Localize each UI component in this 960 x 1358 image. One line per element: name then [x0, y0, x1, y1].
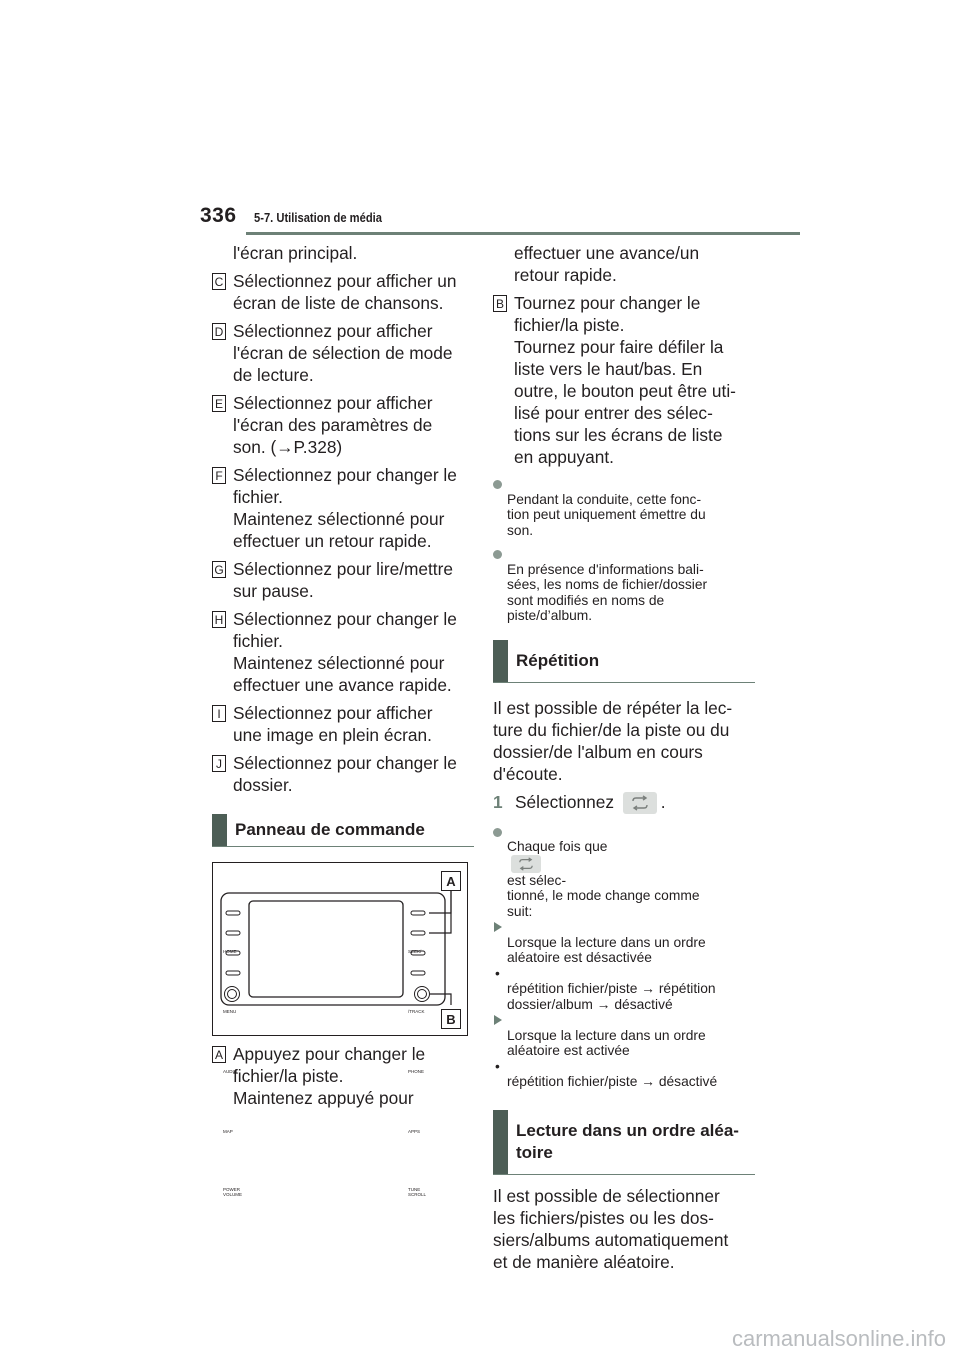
small-dot: • — [495, 965, 500, 981]
apps-label: APPS — [408, 1129, 421, 1134]
repeat-icon-inline — [511, 855, 541, 873]
step-period: . — [660, 791, 666, 812]
random-heading — [493, 1110, 755, 1175]
random-heading-text: Lecture dans un ordre aléa- toire — [516, 1120, 739, 1162]
label-i-box: I — [212, 705, 226, 722]
shuffle-off-cycle-text: répétition fichier/piste → répétition dossier/album → désactivé — [507, 981, 716, 1012]
bullet-dot — [493, 550, 502, 559]
random-paragraph: Il est possible de sélectionner les fichiers/pistes ou les dos- siers/albums automatiquement et de manière aléatoire. — [493, 1185, 729, 1272]
shuffle-on-cycle-text: répétition fichier/piste → désactivé — [507, 1074, 718, 1090]
label-g-box: G — [212, 561, 226, 578]
item-h-text: Sélectionnez pour changer le fichier. Maintenez sélectionné pour effectuer une avance rapide. — [233, 609, 457, 695]
item-j-text: Sélectionnez pour changer le dossier. — [233, 753, 457, 795]
note-tags-text: En présence d'informations bali- sées, les noms de fichier/dossier sont modifiés en noms de piste/d’album. — [507, 561, 708, 623]
shuffle-off-cycle — [493, 966, 755, 1013]
panel-heading-text: Panneau de commande — [235, 820, 425, 839]
item-c-text: Sélectionnez pour afficher un écran de liste de chansons. — [233, 271, 457, 313]
small-dot: • — [495, 1058, 500, 1074]
repeat-icon — [628, 795, 652, 811]
list-item-f — [212, 464, 474, 552]
panel-heading — [212, 814, 474, 847]
right-column — [493, 242, 755, 1273]
item-e-text: Sélectionnez pour afficher l'écran des paramètres de son. (→P.328) — [233, 393, 433, 457]
list-item-b — [493, 292, 755, 468]
seek-label: SEEK/ — [408, 949, 422, 954]
step-1 — [493, 791, 755, 814]
continuation-text: effectuer une avance/un retour rapide. — [514, 243, 700, 285]
shuffle-on-label: Lorsque la lecture dans un ordre aléatoire est activée — [507, 1027, 706, 1059]
repeat-paragraph: Il est possible de répéter la lec- ture du fichier/de la piste ou du dossier/de l'album en cours d'écoute. — [493, 697, 733, 784]
repeat-button[interactable] — [623, 792, 657, 814]
label-a-box: A — [212, 1046, 226, 1063]
shuffle-off-label: Lorsque la lecture dans un ordre aléatoire est désactivée — [507, 934, 706, 966]
item-d-text: Sélectionnez pour afficher l'écran de sélection de mode de lecture. — [233, 321, 453, 385]
left-column — [212, 242, 474, 847]
heading-bar — [493, 640, 508, 682]
head-unit-illustration — [213, 863, 467, 1035]
list-item-h — [212, 608, 474, 696]
arrow-marker — [494, 922, 502, 932]
step-text: Sélectionnez — [515, 791, 614, 812]
item-b-text: Tournez pour changer le fichier/la piste. Tournez pour faire défiler la liste vers le haut/bas. En outre, le bouton peut être uti- lisé pour entrer des sélec- tions sur les écrans de liste en appuyant. — [514, 293, 736, 467]
repeat-heading — [493, 640, 755, 683]
repeat-note-before: Chaque fois que — [507, 839, 608, 855]
menu-label: MENU — [223, 1009, 237, 1014]
page-header — [200, 200, 800, 236]
item-a-block — [212, 1043, 474, 1115]
list-item-j — [212, 752, 474, 796]
label-e-box: E — [212, 395, 226, 412]
page-number: 336 — [200, 204, 237, 227]
phone-label: PHONE — [408, 1069, 425, 1074]
heading-bar — [212, 814, 227, 846]
item-a-text: Appuyez pour changer le fichier/la piste. Maintenez appuyé pour — [233, 1044, 426, 1108]
heading-bar — [493, 1110, 508, 1174]
map-label: MAP — [223, 1129, 233, 1134]
list-item-e — [212, 392, 474, 458]
bullet-dot — [493, 480, 502, 489]
label-f-box: F — [212, 467, 226, 484]
item-i-text: Sélectionnez pour afficher une image en plein écran. — [233, 703, 433, 745]
repeat-heading-text: Répétition — [516, 650, 600, 670]
list-item-d — [212, 320, 474, 386]
shuffle-off-case — [493, 919, 755, 966]
list-item-a — [212, 1043, 474, 1109]
label-c-box: C — [212, 273, 226, 290]
list-item-c — [212, 270, 474, 314]
repeat-icon — [515, 857, 537, 871]
list-item-g — [212, 558, 474, 602]
label-d-box: D — [212, 323, 226, 340]
shuffle-on-cycle — [493, 1059, 755, 1090]
note-tags — [493, 546, 755, 624]
item-g-text: Sélectionnez pour lire/mettre sur pause. — [233, 559, 453, 601]
header-rule — [246, 232, 800, 235]
section-title: 5-7. Utilisation de média — [254, 210, 382, 225]
home-label: HOME — [223, 949, 237, 954]
footer-watermark: carmanualsonline.info — [731, 1326, 946, 1351]
shuffle-on-case — [493, 1012, 755, 1059]
repeat-note — [493, 824, 755, 920]
audio-label: AUDIO — [223, 1069, 238, 1074]
label-b-box: B — [493, 295, 507, 312]
intro-text: l'écran principal. — [233, 243, 358, 263]
label-j-box: J — [212, 755, 226, 772]
bullet-dot — [493, 828, 502, 837]
repeat-note-after: est sélec- tionné, le mode change comme suit: — [507, 872, 700, 919]
callout-a: A — [441, 871, 461, 891]
tune-scroll-label: TUNE SCROLL — [408, 1187, 427, 1197]
power-volume-label: POWER VOLUME — [223, 1187, 243, 1197]
arrow-marker — [494, 1015, 502, 1025]
track-label: /TRACK — [408, 1009, 425, 1014]
item-f-text: Sélectionnez pour changer le fichier. Maintenez sélectionné pour effectuer un retour rapide. — [233, 465, 457, 551]
callout-b: B — [441, 1009, 461, 1029]
list-item-i — [212, 702, 474, 746]
note-driving — [493, 476, 755, 538]
step-number: 1 — [493, 791, 503, 812]
note-driving-text: Pendant la conduite, cette fonc- tion peut uniquement émettre du son. — [507, 491, 706, 538]
label-h-box: H — [212, 611, 226, 628]
